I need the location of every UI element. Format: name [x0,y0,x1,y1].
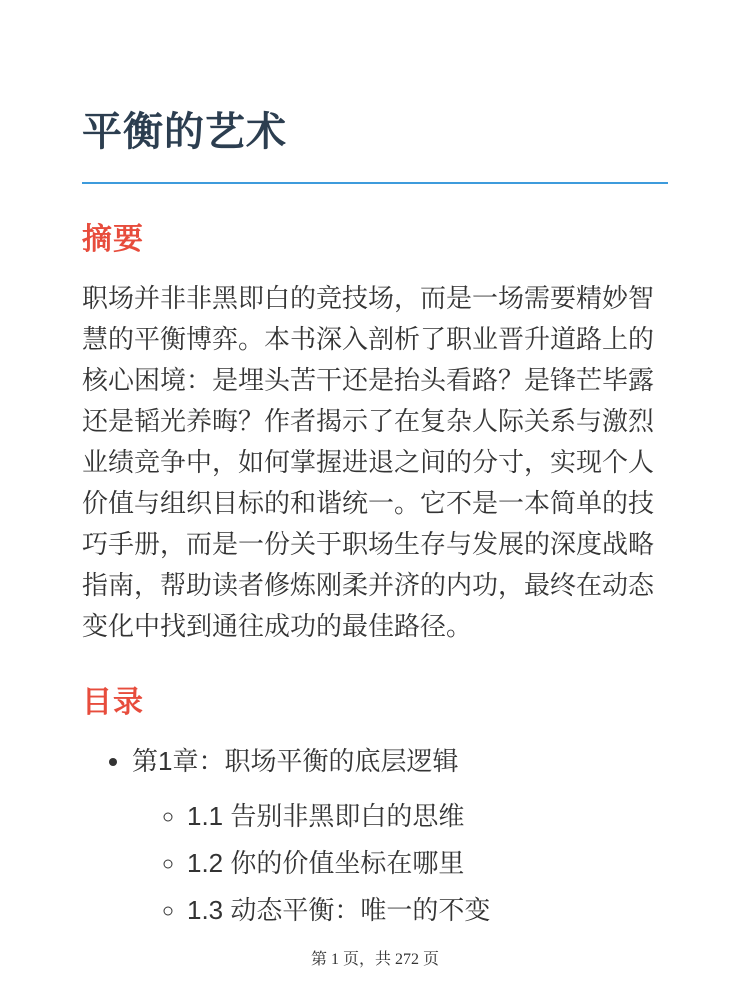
toc-section-item [187,843,668,884]
toc-section-label: 1.1 告别非黑即白的思维 [187,801,465,831]
toc-list [82,741,668,931]
toc-sublist [132,796,668,931]
toc-heading: 目录 [82,686,144,719]
page-number: 第 1 页，共 272 页 [310,951,439,968]
toc-section-item [187,796,668,837]
summary-heading: 摘要 [82,223,144,256]
toc-section-label: 1.2 你的价值坐标在哪里 [187,848,465,878]
title-divider [82,182,668,184]
toc-chapter-item [132,741,668,931]
summary-paragraph: 职场并非非黑即白的竞技场，而是一场需要精妙智慧的平衡博弈。本书深入剖析了职业晋升道路上的核心困境：是埋头苦干还是抬头看路？是锋芒毕露还是韬光养晦？作者揭示了在复杂人际关系与激烈业绩竞争中，如何掌握进退之间的分寸，实现个人价值与组织目标的和谐统一。它不是一本简单的技巧手册，而是一份关于职场生存与发展的深度战略指南，帮助读者修炼刚柔并济的内功，最终在动态变化中找到通往成功的最佳路径。 [82,283,655,641]
toc-section-label: 1.3 动态平衡：唯一的不变 [187,895,491,925]
toc-chapter-label: 第1章：职场平衡的底层逻辑 [132,746,459,776]
toc-section-item [187,890,668,931]
page-title: 平衡的艺术 [82,110,287,154]
